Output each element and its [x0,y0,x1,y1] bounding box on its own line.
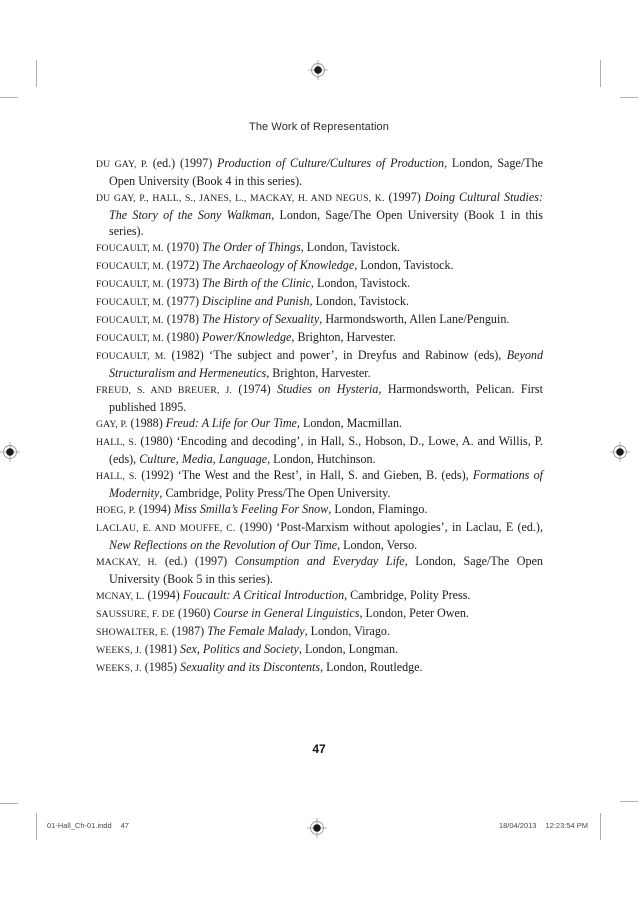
reference-text: , London, Macmillan. [296,416,403,430]
reference-text: (1970) [163,240,203,254]
reference-entry [96,239,543,257]
reference-entry [96,553,543,587]
reference-text: , London, Tavistock. [300,240,401,254]
reference-text: (1973) [163,276,203,290]
reference-text: , Brighton, Harvester. [266,366,371,380]
reference-entry [96,659,543,677]
reference-authors: FOUCAULT, M. [96,261,164,272]
reference-authors: SAUSSURE, F. DE [96,609,175,620]
reference-title: Miss Smilla’s Feeling For Snow [173,502,329,516]
reference-text: (1980) [163,330,203,344]
reference-authors: DU GAY, P. [96,159,148,170]
reference-title: Doing Cultural Studies: The Story of the Sony Walkman [109,190,543,222]
reference-text: (1972) [163,258,203,272]
reference-entry [96,501,543,519]
reference-title: Beyond Structuralism and Hermeneutics [109,348,543,380]
reference-entry [96,519,543,553]
reference-entry [96,275,543,293]
reference-entry [96,293,543,311]
crop-mark-bottom-left-vertical [36,813,37,840]
reference-title: Sexuality and its Discontents [180,660,321,674]
reference-text: (1992) ‘The West and the Rest’, in Hall, S. and Gieben, B. (eds), [136,468,473,482]
reference-text: , London, Verso. [337,538,418,552]
reference-text: (1977) [163,294,203,308]
reference-entry [96,257,543,275]
reference-title: Sex, Politics and Society [180,642,299,656]
reference-text: (1974) [231,382,277,396]
reference-text: , Cambridge, Polity Press/The Open University. [159,486,391,500]
crop-mark-top-left-vertical [36,60,37,87]
crop-mark-top-right-vertical [600,60,601,87]
reference-authors: DU GAY, P., HALL, S., JANES, L., MACKAY, H. AND NEGUS, K. [96,193,385,204]
reference-entry [96,381,543,415]
reference-text: , London, Longman. [298,642,399,656]
reference-title: Studies on Hysteria [276,382,379,396]
reference-authors: SHOWALTER, E. [96,627,169,638]
reference-text: (1978) [163,312,203,326]
reference-entry [96,605,543,623]
reference-text: , London, Peter Owen. [359,606,469,620]
reference-title: Consumption and Everyday Life [234,554,405,568]
reference-text: (ed.) (1997) [147,156,218,170]
reference-entry [96,641,543,659]
reference-text: (1987) [168,624,208,638]
crop-mark-bottom-right-vertical [600,813,601,840]
slug-filename: 01-Hall_Ch-01.indd [47,821,112,830]
crop-mark-top-left-horizontal [0,97,18,98]
slug-page: 47 [120,821,129,830]
reference-text: (1994) [144,588,183,602]
running-head: The Work of Representation [249,121,389,133]
reference-text: , London, Sage/The Open University (Book 4 in this series). [109,156,543,188]
reference-title: The Order of Things [202,240,301,254]
reference-text: , London, Tavistock. [309,294,409,308]
reference-title: New Reflections on the Revolution of Our Time [109,538,338,552]
reference-text: , Cambridge, Polity Press. [344,588,471,602]
reference-authors: HOEG, P. [96,505,136,516]
reference-text: , London, Tavistock. [310,276,411,290]
reference-text: (1980) ‘Encoding and decoding’, in Hall, S., Hobson, D., Lowe, A. and Willis, P. (eds), [109,434,543,466]
references-list [96,155,543,677]
slug-left [47,821,129,830]
crop-mark-bottom-left-horizontal [0,803,18,804]
reference-authors: FOUCAULT, M. [96,315,164,326]
reference-title: Production of Culture/Cultures of Production [217,156,445,170]
reference-text: , London, Sage/The Open University (Book 5 in this series). [109,554,543,586]
reference-title: Culture, Media, Language [139,452,268,466]
reference-text: , Harmondsworth, Pelican. First published 1895. [109,382,543,414]
registration-mark-right-icon [610,442,630,462]
reference-title: The History of Sexuality [202,312,320,326]
reference-text: , London, Sage/The Open University (Book 1 in this series). [109,208,543,238]
reference-authors: GAY, P. [96,419,128,430]
registration-mark-top-icon [308,60,328,80]
slug-time: 12:23:54 PM [545,821,588,830]
reference-entry [96,433,543,467]
reference-text: (1997) [384,190,425,204]
reference-text: , London, Flamingo. [328,502,428,516]
reference-entry [96,329,543,347]
reference-authors: FOUCAULT, M. [96,333,164,344]
reference-entry [96,415,543,433]
reference-text: , London, Virago. [304,624,390,638]
slug-right [499,821,588,830]
reference-entry [96,467,543,501]
reference-text: , Brighton, Harvester. [291,330,396,344]
reference-text: (1982) ‘The subject and power’, in Dreyfus and Rabinow (eds), [166,348,507,362]
reference-text: (1994) [135,502,174,516]
reference-text: (1960) [175,606,214,620]
reference-title: Course in General Linguistics [213,606,360,620]
reference-text: (ed.) (1997) [157,554,235,568]
reference-entry [96,347,543,381]
reference-authors: WEEKS, J. [96,663,142,674]
reference-title: Power/Knowledge [202,330,292,344]
slug-date: 18/04/2013 [498,821,537,830]
reference-entry [96,189,543,239]
reference-text: , London, Hutchinson. [267,452,376,466]
registration-mark-left-icon [0,442,20,462]
reference-entry [96,587,543,605]
reference-title: Foucault: A Critical Introduction [182,588,345,602]
reference-title: The Birth of the Clinic [202,276,311,290]
reference-authors: FOUCAULT, M. [96,279,164,290]
reference-text: (1985) [141,660,181,674]
reference-authors: FOUCAULT, M. [96,297,164,308]
reference-entry [96,155,543,189]
reference-entry [96,311,543,329]
reference-text: (1990) ‘Post-Marxism without apologies’, in Laclau, E (ed.), [235,520,543,534]
reference-title: Freud: A Life for Our Time [165,416,297,430]
reference-title: Discipline and Punish [202,294,310,308]
reference-authors: FOUCAULT, M. [96,351,167,362]
printer-slug [47,821,588,830]
reference-entry [96,623,543,641]
reference-authors: MCNAY, L. [96,591,145,602]
reference-text: , Harmondsworth, Allen Lane/Penguin. [319,312,510,326]
reference-authors: FOUCAULT, M. [96,243,164,254]
reference-authors: HALL, S. [96,437,137,448]
reference-title: The Archaeology of Knowledge [202,258,355,272]
reference-text: (1981) [141,642,181,656]
reference-text: , London, Routledge. [320,660,423,674]
crop-mark-top-right-horizontal [620,97,638,98]
reference-text: , London, Tavistock. [354,258,454,272]
reference-authors: WEEKS, J. [96,645,142,656]
reference-authors: HALL, S. [96,471,137,482]
reference-text: (1988) [127,416,166,430]
crop-mark-bottom-right-horizontal [620,801,638,802]
reference-authors: LACLAU, E. AND MOUFFE, C. [96,523,236,534]
reference-title: The Female Malady [207,624,305,638]
reference-title: Formations of Modernity [109,468,544,500]
reference-authors: FREUD, S. AND BREUER, J. [96,385,232,396]
reference-authors: MACKAY, H. [96,557,158,568]
page-number: 47 [312,742,326,756]
